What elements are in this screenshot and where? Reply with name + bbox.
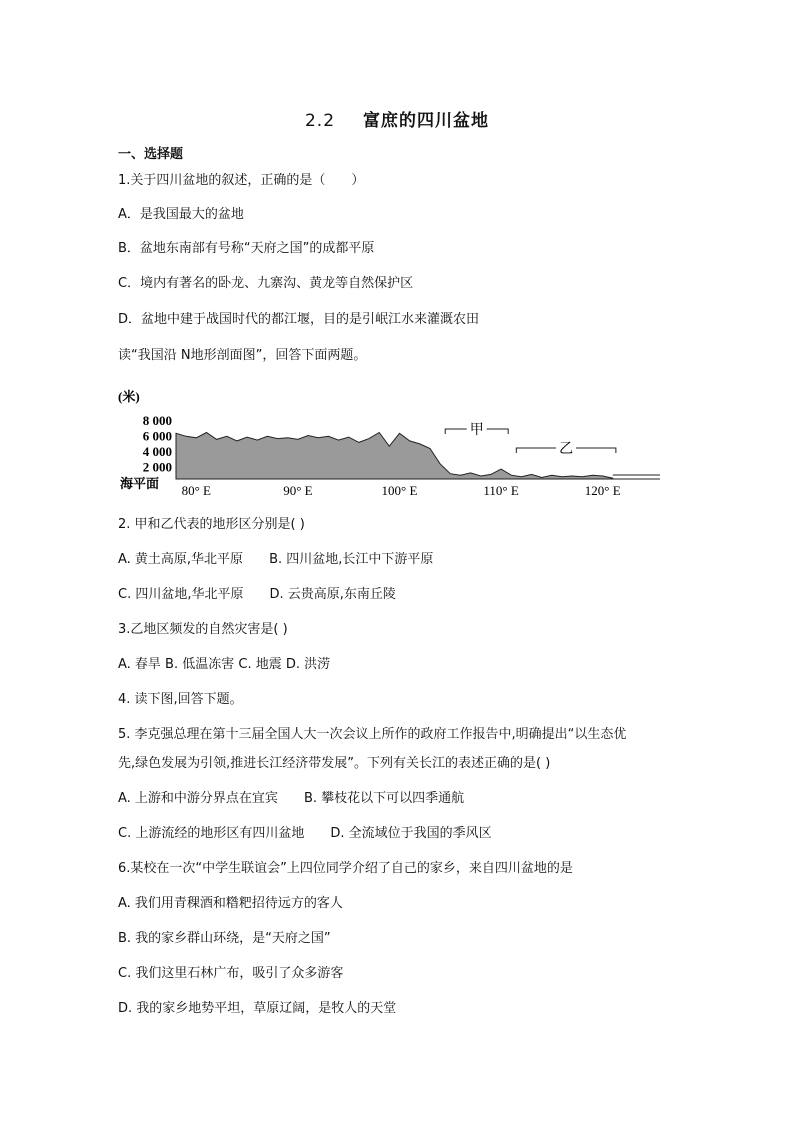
q1-option-c: C．境内有著名的卧龙、九寨沟、黄龙等自然保护区 (118, 276, 414, 291)
q5-option-c: C. 上游流经的地形区有四川盆地 (118, 826, 305, 841)
q3-stem: 3.乙地区频发的自然灾害是( ) (118, 622, 288, 637)
q4-stem: 4. 读下图,回答下题。 (118, 692, 243, 707)
y-axis-label: (米) (118, 389, 140, 404)
q5-option-b: B. 攀枝花以下可以四季通航 (303, 791, 465, 806)
page-title (0, 106, 794, 131)
q5-stem-line1: 5. 李克强总理在第十三届全国人大一次会议上所作的政府工作报告中,明确提出“以生态优 (118, 727, 627, 742)
q2-stem: 2. 甲和乙代表的地形区分别是( ) (118, 517, 305, 532)
q5-stem-line2: 先,绿色发展为引领,推进长江经济带发展”。下列有关长江的表述正确的是( ) (118, 756, 551, 771)
terrain-profile-svg (118, 388, 663, 498)
annotation-jia: 甲 (469, 422, 484, 438)
q1-stem: 1.关于四川盆地的叙述，正确的是（ ） (118, 173, 365, 188)
terrain-profile-chart (118, 388, 663, 498)
q2-option-a: A. 黄土高原,华北平原 (118, 552, 244, 567)
section-heading: 一、选择题 (118, 147, 184, 162)
q5-options-row2 (118, 825, 492, 843)
q2-options-row1 (118, 551, 433, 569)
q5-option-d: D. 全流域位于我国的季风区 (330, 826, 492, 841)
q2-option-c: C. 四川盆地,华北平原 (118, 587, 244, 602)
q1-option-b: B．盆地东南部有号称“天府之国”的成都平原 (118, 241, 375, 256)
x-tick-label: 110° E (483, 483, 519, 498)
y-tick-label: 6 000 (142, 428, 172, 444)
sea-level-label: 海平面 (120, 477, 160, 492)
q6-option-d: D. 我的家乡地势平坦，草原辽阔，是牧人的天堂 (118, 1001, 397, 1016)
q6-option-a: A. 我们用青稞酒和糌粑招待远方的客人 (118, 896, 343, 911)
terrain-area (176, 433, 613, 480)
x-tick-label: 120° E (584, 483, 621, 498)
y-tick-label: 4 000 (142, 444, 172, 459)
title-number: 2.2 (304, 111, 336, 131)
x-tick-label: 100° E (381, 483, 418, 498)
annotation-yi: 乙 (559, 441, 574, 457)
q2-option-b: B. 四川盆地,长江中下游平原 (269, 552, 434, 567)
q6-stem: 6.某校在一次“中学生联谊会”上四位同学介绍了自己的家乡，来自四川盆地的是 (118, 861, 573, 876)
q1-option-a: A．是我国最大的盆地 (118, 207, 244, 222)
q5-option-a: A. 上游和中游分界点在宜宾 (118, 791, 278, 806)
q2-option-d: D. 云贵高原,东南丘陵 (269, 587, 396, 602)
intro-text: 读“我国沿 N地形剖面图”，回答下面两题。 (118, 348, 367, 363)
q3-options: A. 春旱 B. 低温冻害 C. 地震 D. 洪涝 (118, 657, 331, 672)
x-tick-label: 80° E (181, 483, 211, 498)
title-text: 富庶的四川盆地 (363, 111, 490, 131)
y-tick-label: 8 000 (142, 413, 172, 428)
x-tick-label: 90° E (283, 483, 313, 498)
q6-option-b: B. 我的家乡群山环绕，是“天府之国” (118, 931, 331, 946)
q1-option-d: D．盆地中建于战国时代的都江堰，目的是引岷江水来灌溉农田 (118, 312, 480, 327)
q2-options-row2 (118, 586, 396, 604)
y-tick-label: 2 000 (142, 459, 172, 475)
q5-options-row1 (118, 790, 464, 808)
q6-option-c: C. 我们这里石林广布，吸引了众多游客 (118, 966, 344, 981)
